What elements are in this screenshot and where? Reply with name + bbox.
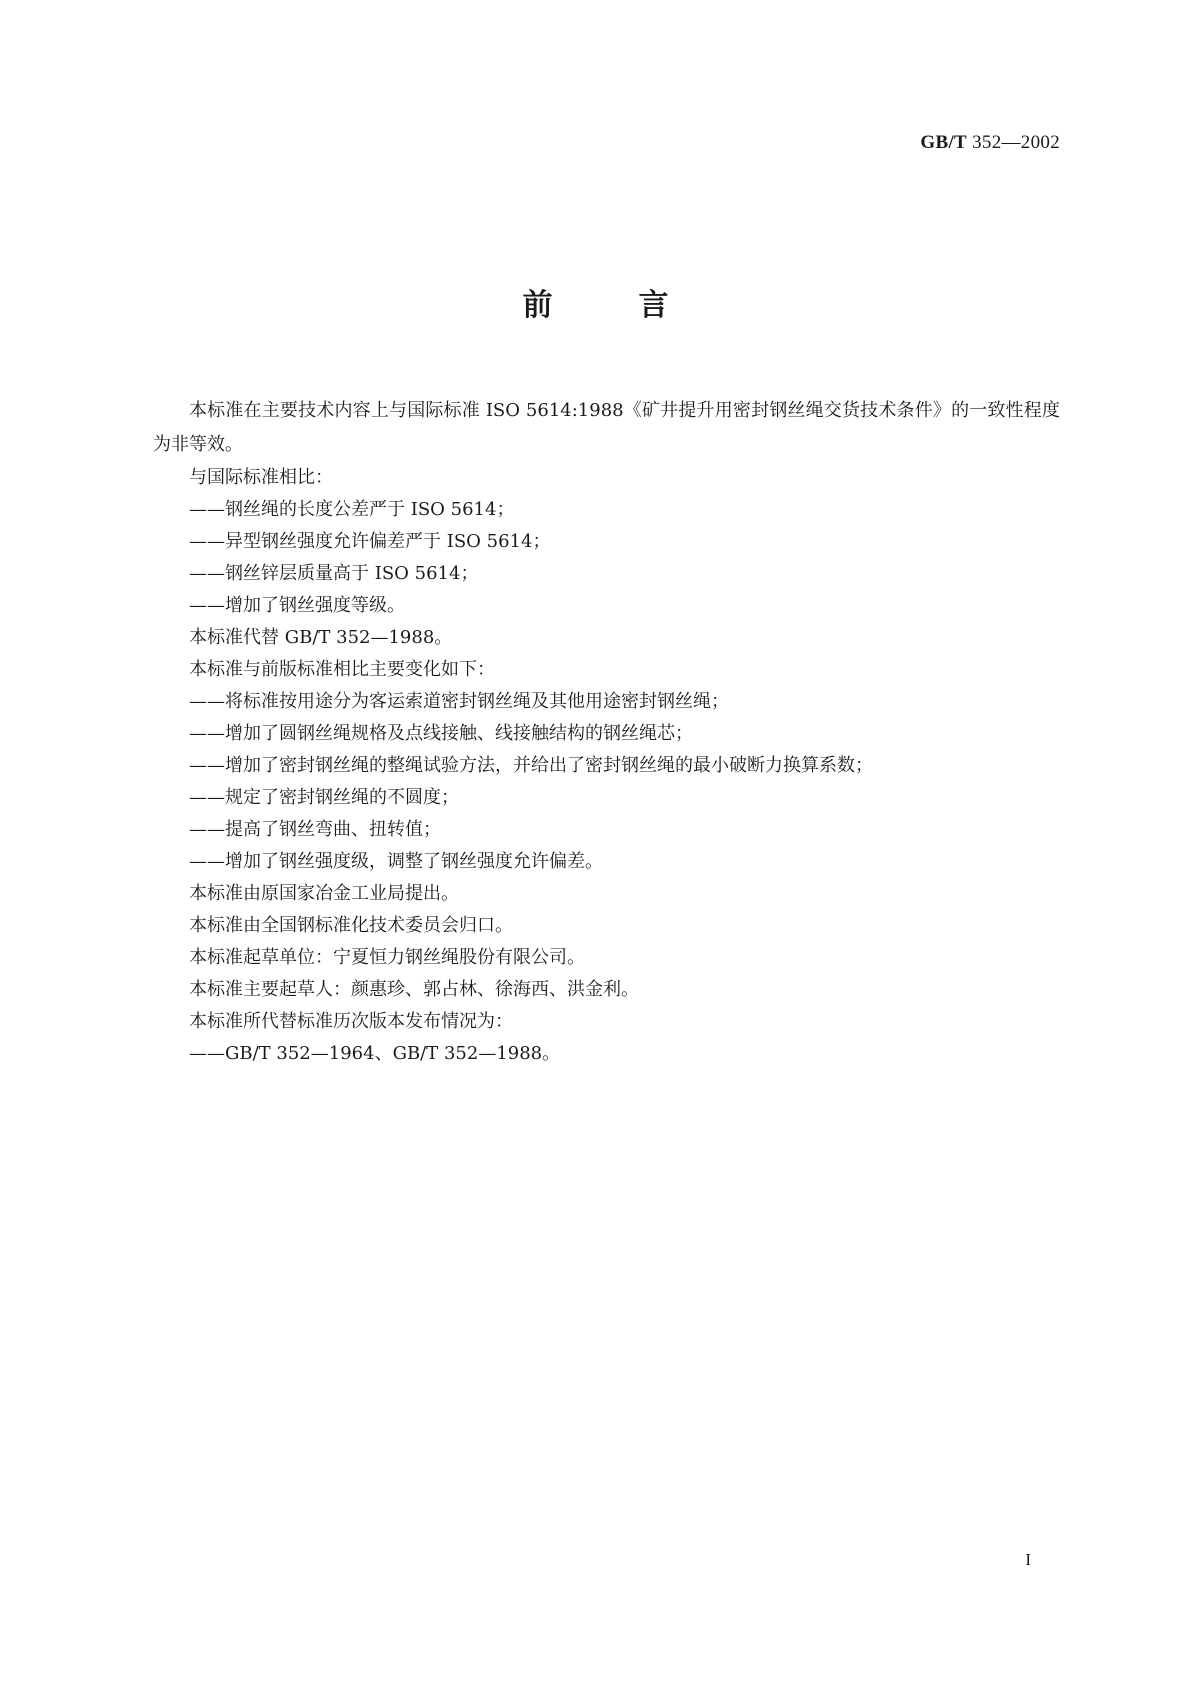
drafting-unit-paragraph: 本标准起草单位：宁夏恒力钢丝绳股份有限公司。 bbox=[189, 947, 585, 968]
list-item: ——异型钢丝强度允许偏差严于 ISO 5614； bbox=[189, 531, 551, 552]
page-title-part2: 言 bbox=[638, 288, 669, 323]
proposer-paragraph: 本标准由原国家冶金工业局提出。 bbox=[189, 883, 459, 904]
foreword-body bbox=[153, 394, 1060, 1070]
standard-code-number: 352—2002 bbox=[972, 132, 1060, 153]
replace-paragraph: 本标准代替 GB/T 352—1988。 bbox=[189, 627, 453, 648]
list-item: ——将标准按用途分为客运索道密封钢丝绳及其他用途密封钢丝绳； bbox=[189, 691, 729, 712]
drafters-paragraph: 本标准主要起草人：颜惠珍、郭占林、徐海西、洪金利。 bbox=[189, 979, 639, 1000]
changes-paragraph: 本标准与前版标准相比主要变化如下： bbox=[189, 659, 495, 680]
committee-paragraph: 本标准由全国钢标准化技术委员会归口。 bbox=[189, 915, 513, 936]
standard-code bbox=[920, 132, 1060, 154]
history-paragraph: 本标准所代替标准历次版本发布情况为： bbox=[189, 1011, 513, 1032]
list-item: ——提高了钢丝弯曲、扭转值； bbox=[189, 819, 441, 840]
page-title-part1: 前 bbox=[522, 288, 553, 323]
compare-paragraph: 与国际标准相比： bbox=[189, 467, 333, 488]
list-item: ——GB/T 352—1964、GB/T 352—1988。 bbox=[189, 1043, 561, 1064]
page-number: I bbox=[1025, 1550, 1031, 1569]
standard-code-prefix: GB/T bbox=[920, 132, 968, 153]
list-item: ——增加了钢丝强度等级。 bbox=[189, 595, 405, 616]
list-item: ——规定了密封钢丝绳的不圆度； bbox=[189, 787, 459, 808]
list-item: ——增加了圆钢丝绳规格及点线接触、线接触结构的钢丝绳芯； bbox=[189, 723, 693, 744]
list-item: ——钢丝锌层质量高于 ISO 5614； bbox=[189, 563, 479, 584]
intro-paragraph: 本标准在主要技术内容上与国际标准 ISO 5614:1988《矿井提升用密封钢丝绳交货技术条件》的一致性程度为非等效。 bbox=[153, 400, 1060, 455]
list-item: ——增加了钢丝强度级，调整了钢丝强度允许偏差。 bbox=[189, 851, 603, 872]
page-title bbox=[0, 280, 1191, 324]
list-item: ——钢丝绳的长度公差严于 ISO 5614； bbox=[189, 499, 515, 520]
list-item: ——增加了密封钢丝绳的整绳试验方法，并给出了密封钢丝绳的最小破断力换算系数； bbox=[189, 755, 873, 776]
